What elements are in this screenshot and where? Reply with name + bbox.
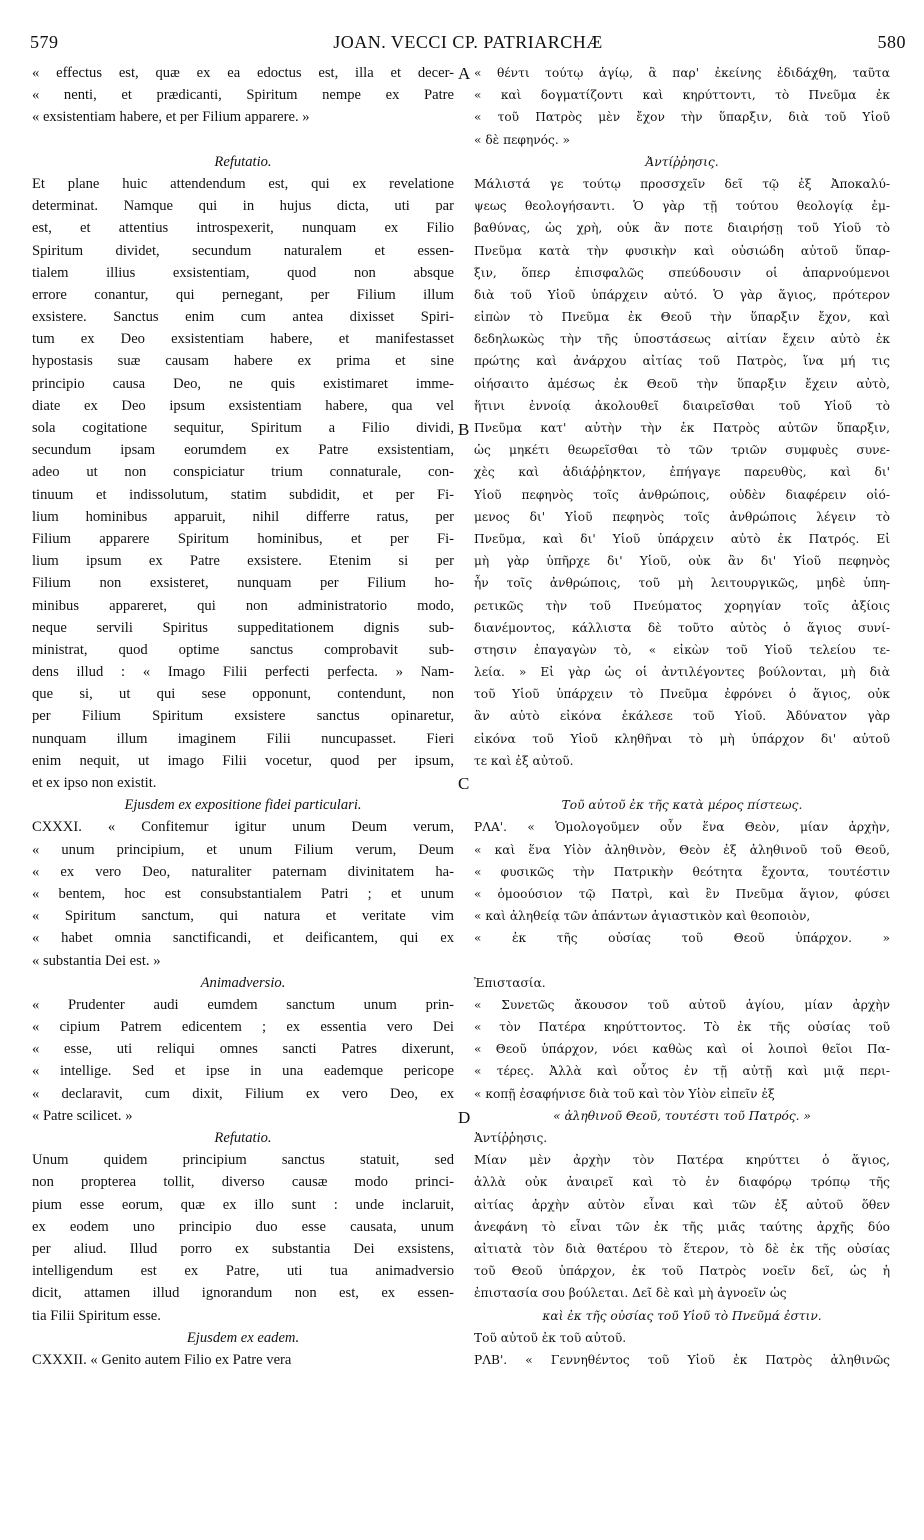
greek-line: « καὶ ἕνα Υἱὸν ἀληθινὸν, Θεὸν ἐξ ἀληθινοῦ τοῦ Θεοῦ, xyxy=(474,842,890,857)
latin-line: adeo ut non conspiciatur trium connaturale, con- xyxy=(32,464,454,481)
greek-line: Ἐπιστασία. xyxy=(474,975,546,990)
latin-line: CXXXII. « Genito autem Filio ex Patre vera xyxy=(32,1351,292,1368)
greek-line: Μάλιστά γε τούτῳ προσσχεῖν δεῖ τῷ ἐξ Ἀποκαλύ- xyxy=(474,176,890,191)
latin-heading: Refutatio. xyxy=(214,1130,272,1146)
latin-heading: Animadversio. xyxy=(200,974,286,991)
greek-line: Ἀντίῤῥησις. xyxy=(474,1131,548,1145)
latin-line: ministrat, quod optime sanctus comprobavit sub- xyxy=(32,641,454,658)
latin-line: « cipium Patrem edicentem ; ex essentia vero Dei xyxy=(32,1019,454,1036)
latin-line: sola cogitatione sequitur, Spiritum a Filio dividi, xyxy=(32,420,454,436)
greek-line: ΡΛΒ'. « Γεννηθέντος τοῦ Υἱοῦ ἐκ Πατρὸς ἀληθινῶς xyxy=(474,1352,890,1367)
latin-line: Filium apparere Spiritum hominibus, et per Fi- xyxy=(32,530,454,547)
greek-heading: καὶ ἐκ τῆς οὐσίας τοῦ Υἱοῦ τὸ Πνεῦμά ἐστιν. xyxy=(542,1308,822,1323)
greek-line: Πνεῦμα, καὶ δι' Υἱοῦ ὑπάρχειν αὐτὸ ἐκ Πατρός. Εἰ xyxy=(474,531,890,546)
page-number-right: 580 xyxy=(877,32,906,52)
latin-line: determinat. Namque qui in hujus dicta, uti par xyxy=(32,198,454,215)
latin-line: « esse, uti reliqui omnes sancti Patres dixerunt, xyxy=(32,1041,454,1058)
latin-heading: Refutatio. xyxy=(214,153,272,170)
greek-line: « τοῦ Πατρὸς μὲν ἔχον τὴν ὕπαρξιν, διὰ τοῦ Υἱοῦ xyxy=(474,110,890,125)
latin-line xyxy=(32,129,454,151)
greek-line: βαθύνας, ὡς χρὴ, οὐκ ἂν ποτε διαιρήσῃ τοῦ Υἱοῦ τὸ xyxy=(474,221,890,236)
greek-line: πρώτης καὶ ἀνάρχου αἰτίας τοῦ Πατρὸς, ἵνα μή τις xyxy=(474,354,890,369)
latin-line: « effectus est, quæ ex ea edoctus est, illa et decer- xyxy=(32,65,454,81)
greek-line: « φυσικῶς τὴν Πατρικὴν θεότητα ἔχοντα, τουτέστιν xyxy=(474,864,890,879)
greek-line: αἰτιατὰ τὸν διὰ θατέρου τὸ ἕτερον, τὸ δὲ ἐκ τῆς οὐσίας xyxy=(474,1241,890,1256)
greek-line: διανέμοντος, κάλλιστα δὲ τοῦτο αὐτὸς ὁ ἅγιος συνί- xyxy=(474,620,890,635)
latin-line: secundum ipsam eorumdem ex Patre exsistentiam, xyxy=(32,442,454,459)
greek-line: « τὸν Πατέρα κηρύττοντος. Τὸ ἐκ τῆς οὐσίας τοῦ xyxy=(474,1020,890,1035)
latin-line: ex eodem uno principio duo esse causata, unum xyxy=(32,1218,454,1235)
latin-heading: Ejusdem ex eadem. xyxy=(186,1329,300,1346)
page-number-left: 579 xyxy=(30,32,59,52)
latin-line: et ex ipso non existit. xyxy=(32,775,157,791)
greek-line: ὡς μηκέτι θεωρεῖσθαι τὸ τῶν τριῶν συμφυὲς συνε- xyxy=(474,443,890,458)
latin-line: « bentem, hoc est consubstantialem Patri ; et unum xyxy=(32,885,454,902)
greek-line: « Συνετῶς ἄκουσον τοῦ αὐτοῦ ἁγίου, μίαν ἀρχὴν xyxy=(474,997,890,1012)
latin-line: est, et attentius introspexerit, nunquam ex Filio xyxy=(32,220,454,237)
greek-line: εἰκόνα τοῦ Υἱοῦ κληθῆναι τὸ μὴ ὑπάρχον δι' αὐτοῦ xyxy=(474,731,890,746)
greek-line: ἀνεφάνη τὸ εἶναι τῶν ἐκ τῆς μιᾶς ταύτης ἀρχῆς δύο xyxy=(474,1219,890,1234)
greek-line: ἀλλὰ οὐκ ἀναιρεῖ καὶ τὸ ἐν διαφόρῳ τρόπῳ τῆς xyxy=(474,1175,890,1190)
latin-line: hypostasis suæ causam habere ex prima et sine xyxy=(32,353,454,370)
greek-line: διὰ τοῦ Υἱοῦ ὑπάρχειν αὐτό. Ὁ γὰρ ἅγιος, πρότερον xyxy=(474,287,890,302)
latin-column xyxy=(32,62,454,1371)
latin-line: errore conantur, qui pernegant, per Filium illum xyxy=(32,286,454,303)
greek-line: εἰπὼν τὸ Πνεῦμα ἐκ Θεοῦ τὴν ὕπαρξιν ἔχον, καὶ xyxy=(474,310,890,325)
greek-line: « κοπῇ ἐσαφήνισε διὰ τοῦ καὶ τὸν Υἱὸν εἰπεῖν ἐξ xyxy=(474,1086,775,1101)
greek-line: οἰήσαιτο ἀμέσως ἐκ Θεοῦ τὴν ὕπαρξιν ἔχειν αὐτὸ, xyxy=(474,376,890,391)
latin-line: tum ex Deo exsistentiam habere, et manifestasset xyxy=(32,331,454,348)
latin-line: que si, ut qui sese opponunt, contendunt, non xyxy=(32,686,454,703)
latin-line: « substantia Dei est. » xyxy=(32,952,161,969)
greek-line: ΡΛΑ'. « Ὁμολογοῦμεν οὖν ἕνα Θεὸν, μίαν ἀρχὴν, xyxy=(474,820,890,835)
latin-line: nunquam illum imaginem Filii nuncupasset. Fieri xyxy=(32,730,454,747)
latin-line: « unum principium, et unum Filium verum, Deum xyxy=(32,841,454,858)
latin-line: neque servili Spiritus suppeditationem dignis sub- xyxy=(32,619,454,636)
section-marker-c: C xyxy=(458,774,470,793)
greek-heading: Ἀντίῤῥησις. xyxy=(645,154,719,169)
greek-line: τοῦ Θεοῦ ὑπάρχον, ἐκ τοῦ Πατρὸς νοεῖν δεῖ, ὡς ἡ xyxy=(474,1264,890,1279)
greek-line: ἥτινι ἐννοίᾳ ἀκολουθεῖ διαιρεῖσθαι τοῦ Υἱοῦ τὸ xyxy=(474,398,890,413)
latin-line: Filium non exsisteret, nunquam per Filium ho- xyxy=(32,575,454,592)
latin-line: « intellige. Sed et ipse in una eademque pericope xyxy=(32,1063,454,1080)
latin-line: dens illud : « Imago Filii perfecti perfecta. » Nam- xyxy=(32,664,454,681)
latin-line: « nenti, et prædicanti, Spiritum nempe ex Patre xyxy=(32,87,454,104)
latin-line: exsistere. Sanctus enim cum antea dixisset Spiri- xyxy=(32,309,454,326)
greek-line: λεία. » Εἰ γὰρ ὡς οἱ ἀντιλέγοντες βούλονται, μὴ διὰ xyxy=(474,665,890,680)
latin-line: lium hominibus apparuit, nihil differre ratus, per xyxy=(32,508,454,525)
greek-line: Πνεῦμα κατὰ τὴν φυσικὴν καὶ οὐσιώδη αὐτοῦ ὕπαρ- xyxy=(474,243,890,258)
page-header xyxy=(30,32,906,56)
greek-line xyxy=(474,772,890,794)
latin-line: CXXXI. « Confitemur igitur unum Deum verum, xyxy=(32,819,454,836)
latin-line: dicit, attamen illud ignorandum non est, ex essen- xyxy=(32,1285,454,1302)
section-marker-b: B xyxy=(458,420,470,439)
section-marker-a: A xyxy=(458,64,471,83)
section-marker-d: D xyxy=(458,1108,471,1127)
greek-line: « δὲ πεφηνός. » xyxy=(474,132,571,147)
greek-line: χὲς καὶ ἀδιάῤῥηκτον, ἐπήγαγε παρευθὺς, καὶ δι' xyxy=(474,465,890,480)
latin-line: Spiritum dividet, secundum naturalem et essen- xyxy=(32,242,454,259)
latin-line: tinuum et indissolutum, statim subdidit, et per Fi- xyxy=(32,486,454,503)
greek-line: ἂν αὐτὸ εἰκόνα ἐκάλεσε τοῦ Υἱοῦ. Ἀδύνατον γὰρ xyxy=(474,709,890,724)
greek-line: ξιν, ὅπερ ἐπισφαλῶς σπεύδουσιν οἱ ἀπαρνούμενοι xyxy=(474,265,890,280)
greek-line: Τοῦ αὐτοῦ ἐκ τοῦ αὐτοῦ. xyxy=(474,1330,627,1345)
greek-line: στησιν ἐπαγαγὼν τὸ, « εἰκὼν τοῦ Υἱοῦ τελείου τε- xyxy=(474,642,890,657)
latin-line: intelligendum est ex Patre, uti tua animadversio xyxy=(32,1263,454,1280)
latin-line: « Patre scilicet. » xyxy=(32,1107,133,1124)
greek-line: « ἐκ τῆς οὐσίας τοῦ Θεοῦ ὑπάρχον. » xyxy=(474,931,890,946)
latin-heading: Ejusdem ex expositione fidei particulari. xyxy=(124,797,362,814)
greek-line: ἐπιστασία σου βούλεται. Δεῖ δὲ καὶ μὴ ἀγνοεῖν ὡς xyxy=(474,1286,787,1301)
greek-line: ψεως θεολογήσαντι. Ὁ γὰρ τῇ τούτου θεολογίᾳ ἐμ- xyxy=(474,199,890,214)
greek-line: δεδηλωκὼς τὴν τῆς ὑποστάσεως αἰτίαν ἔχειν αὐτὸ ἐκ xyxy=(474,332,890,347)
greek-line: Υἱοῦ πεφηνὸς τοῖς ἀνθρώποις, οὐδὲν διαφέρειν οἰό- xyxy=(474,487,890,502)
latin-line: pium esse eorum, quæ ex illo sunt : unde inclaruit, xyxy=(32,1196,454,1213)
latin-line: « Prudenter audi eumdem sanctum unum prin- xyxy=(32,996,454,1013)
greek-line: τοῦ Υἱοῦ ὑπάρχειν τὸ Πνεῦμα ἐφρόνει ὁ ἅγιος, οὐκ xyxy=(474,687,890,702)
greek-line: « τέρες. Ἀλλὰ καὶ οὗτος ἐν τῇ αὐτῇ καὶ μιᾷ περι- xyxy=(474,1064,890,1079)
greek-line: μὴ γὰρ ὑπῆρχε δι' Υἱοῦ, οὐκ ἂν δι' Υἱοῦ πεφηνὸς xyxy=(474,554,890,569)
latin-line: non propterea tollit, diverso causæ modo princi- xyxy=(32,1174,454,1191)
greek-column xyxy=(474,62,890,1371)
latin-line: Unum quidem principium sanctus statuit, sed xyxy=(32,1152,454,1169)
greek-heading: « ἀληθινοῦ Θεοῦ, τουτέστι τοῦ Πατρός. » xyxy=(553,1108,811,1123)
latin-line: principio causa Deo, ne quis existimaret imme- xyxy=(32,375,454,392)
greek-line: « ὁμοούσιον τῷ Πατρὶ, καὶ ἓν Πνεῦμα ἅγιον, φύσει xyxy=(474,886,890,901)
greek-line: « καὶ ἀληθείᾳ τῶν ἁπάντων ἁγιαστικὸν καὶ θεοποιὸν, xyxy=(474,909,811,924)
greek-heading: Τοῦ αὐτοῦ ἐκ τῆς κατὰ μέρος πίστεως. xyxy=(561,798,803,813)
latin-line: « declaravit, cum dixit, Filium ex vero Deo, ex xyxy=(32,1085,454,1102)
latin-line: tia Filii Spiritum esse. xyxy=(32,1307,161,1324)
greek-line: αἰτίας ἀρχὴν αὐτὸν εἶναι καὶ τῶν ἐξ αὐτοῦ ὅθεν xyxy=(474,1197,890,1212)
latin-line: « habet omnia sanctificandi, et deificantem, qui ex xyxy=(32,930,454,947)
latin-line: per aliud. Illud porro ex substantia Dei exsistens, xyxy=(32,1240,454,1257)
greek-heading xyxy=(474,950,890,972)
latin-line: « ex vero Deo, naturaliter paternam divinitatem ha- xyxy=(32,863,454,880)
greek-line: « καὶ δογματίζοντι καὶ κηρύττοντι, τὸ Πνεῦμα ἐκ xyxy=(474,88,890,103)
greek-line: μενος δι' Υἱοῦ πεφηνὸς τοῖς ἀνθρώποις λέγειν τὸ xyxy=(474,509,890,524)
greek-line: ρετικῶς τὴν τοῦ Πνεύματος χορηγίαν τοῖς ἀξίοις xyxy=(474,598,890,613)
running-title: JOAN. VECCI CP. PATRIARCHÆ xyxy=(333,32,603,52)
greek-line: ἦν τοῖς ἀνθρώποις, τοῦ μὴ λειτουργικῶς, μηδὲ ὑπη- xyxy=(474,576,890,591)
latin-line: lium ipsum ex Patre exsistere. Etenim si per xyxy=(32,553,454,570)
latin-line: minibus appareret, qui non administratorio modo, xyxy=(32,597,454,614)
greek-line: Πνεῦμα κατ' αὐτὴν τὴν ἐκ Πατρὸς αὐτῶν ὕπαρξιν, xyxy=(474,421,890,435)
latin-line: « Spiritum sanctum, qui natura et veritate vim xyxy=(32,908,454,925)
latin-line: « exsistentiam habere, et per Filium apparere. » xyxy=(32,109,310,126)
greek-line: Μίαν μὲν ἀρχὴν τὸν Πατέρα κηρύττει ὁ ἅγιος, xyxy=(474,1153,890,1168)
latin-line: enim nequit, ut imago Filii vocetur, quod per ipsum, xyxy=(32,752,454,769)
latin-line: per Filium Spiritum exsistere sanctus opinaretur, xyxy=(32,708,454,725)
latin-line: diate ex Deo ipsum exsistentiam habere, qua vel xyxy=(32,397,454,414)
greek-line: τε καὶ ἐξ αὐτοῦ. xyxy=(474,753,574,768)
greek-line: « θέντι τούτῳ ἁγίῳ, ἃ παρ' ἐκείνης ἐδιδάχθη, ταῦτα xyxy=(474,66,890,80)
latin-line: tialem illius exsistentiam, quod non absque xyxy=(32,264,454,281)
greek-line: « Θεοῦ ὑπάρχον, νόει καθὼς καὶ οἱ λοιποὶ θεῖοι Πα- xyxy=(474,1042,890,1057)
latin-line: Et plane huic attendendum est, qui ex revelatione xyxy=(32,175,454,192)
